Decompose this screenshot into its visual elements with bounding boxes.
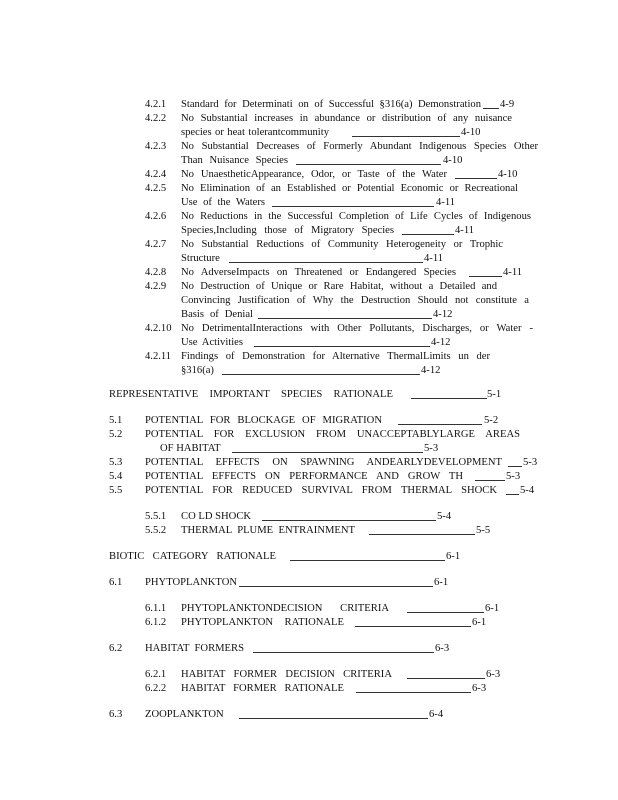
dot-leader [253, 652, 434, 653]
dot-leader [290, 560, 445, 561]
dot-leader [272, 206, 434, 207]
dot-leader [506, 494, 519, 495]
dot-leader [239, 586, 433, 587]
dot-leader [232, 452, 423, 453]
dot-leader [508, 466, 522, 467]
dot-leader [355, 626, 471, 627]
dot-leader [475, 480, 505, 481]
dot-leader [229, 262, 423, 263]
dot-leader [483, 108, 499, 109]
dot-leader [369, 534, 475, 535]
dot-leader [402, 234, 454, 235]
dot-leader [258, 318, 432, 319]
dot-leader [296, 164, 441, 165]
dot-leader [356, 692, 471, 693]
dot-leader [411, 398, 487, 399]
dot-leader [469, 276, 502, 277]
dot-leader [239, 718, 428, 719]
toc-page: 4.2.1 Standard for Determinati on of Successful §316(a) Demonstration 4-9 4.2.2 No Substantial increases in abundance or distribution of any nuisance species or heat tolerantcommunity 4-10 4.2.3 No Substantial Decreases of Formerly Abundant Indigenous Species Other Than Nuisance Species 4-10 4.2.4 No UnaestheticAppearance, Odor, or Taste of the Water 4-10 4.2.5 No Elimination of an Established or Potential Economic or Recreational Use of the Waters 4-11 4.2.6 No Reductions in the Successful Completion of Life Cycles of Indigenous Species,Including those of Migratory Species 4-11 4.2.7 No Substantial Reductions of Community Heterogeneity or Trophic Structure 4-11 4.2.8 No AdverseImpacts on Threatened or Endangered Species 4-11 4.2.9 No Destruction of Unique or Rare Habitat, without a Detailed and Convincing Justification of Why the Destruction Should not constitute a Basis of Denial 4-12 4.2.10 No DetrimentalInteractions with Other Pollutants, Discharges, or Water - Use Activities 4-12 4.2.11 Findings of Demonstration for Alternative ThermalLimits un der §316(a) 4-12 REPRESENTATIVE IMPORTANT SPECIES RATIONALE 5-1 5.1 POTENTIAL FOR BLOCKAGE OF MIGRATION 5-2 5.2 POTENTIAL FOR EXCLUSION FROM UNACCEPTABLYLARGE AREAS OF HABITAT 5-3 5.3 POTENTIAL EFFECTS ON SPAWNING ANDEARLYDEVELOPMENT 5-3 5.4 POTENTIAL EFFECTS ON PERFORMANCE AND GROW TH 5-3 5.5 POTENTIAL FOR REDUCED SURVIVAL FROM THERMAL SHOCK 5-4 5.5.1 CO LD SHOCK 5-4 5.5.2 THERMAL PLUME ENTRAINMENT 5-5 BIOTIC CATEGORY RATIONALE 6-1 6.1 PHYTOPLANKTON 6-1 6.1.1 PHYTOPLANKTONDECISION CRITERIA 6-1 6.1.2 PHYTOPLANKTON RATIONALE 6-1 6.2 HABITAT FORMERS 6-3 6.2.1 HABITAT FORMER DECISION CRITERIA 6-3 6.2.2 HABITAT FORMER RATIONALE 6-3 6.3 ZOOPLANKTON 6-4 [109, 99, 538, 720]
dot-leader [407, 678, 485, 679]
dot-leader [222, 374, 420, 375]
dot-leader [262, 520, 436, 521]
dot-leader [398, 424, 482, 425]
dot-leader [352, 136, 460, 137]
dot-leader [407, 612, 484, 613]
dot-leader [254, 346, 430, 347]
dot-leader [455, 178, 497, 179]
